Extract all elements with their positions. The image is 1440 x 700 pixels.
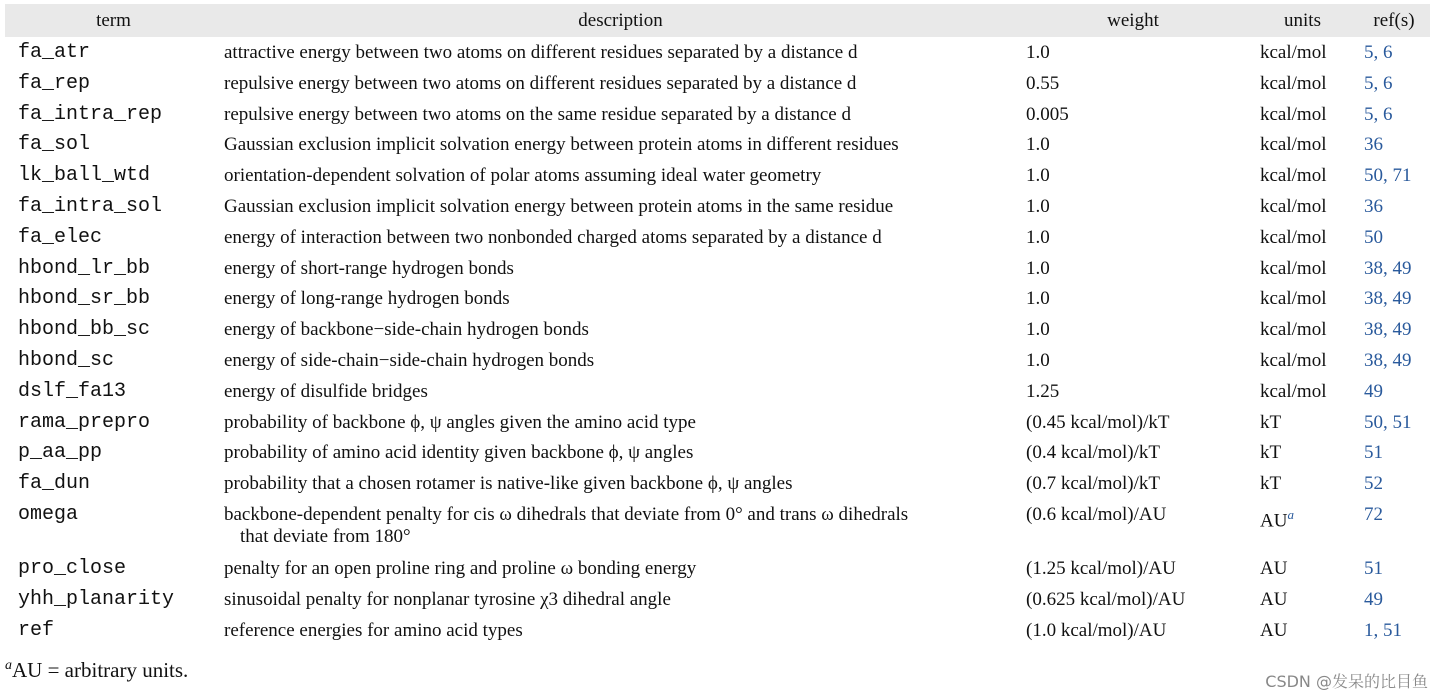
description-text: sinusoidal penalty for nonplanar tyrosine χ3 dihedral angle [224, 588, 671, 610]
footnote-text: AU = arbitrary units. [12, 658, 189, 682]
cell-weight: 1.25 [1026, 380, 1060, 402]
cell-weight: (1.25 kcal/mol)/AU [1026, 557, 1176, 579]
cell-refs-link[interactable]: 38, 49 [1364, 257, 1412, 279]
cell-description [222, 99, 1019, 130]
description-text-continued: that deviate from 180° [240, 525, 411, 547]
cell-description [222, 437, 1019, 468]
cell-weight: (0.625 kcal/mol)/AU [1026, 588, 1186, 610]
units-text: kcal/mol [1260, 257, 1327, 279]
cell-weight: 1.0 [1026, 319, 1050, 341]
cell-term: fa_rep [18, 71, 91, 95]
cell-refs-link[interactable]: 5, 6 [1364, 42, 1393, 63]
cell-description [222, 191, 1019, 222]
description-text: energy of short-range hydrogen bonds [224, 257, 514, 279]
units-text: kcal/mol [1260, 380, 1327, 402]
cell-weight: 1.0 [1026, 195, 1050, 217]
footnote-marker: a [5, 658, 12, 673]
description-text: energy of backbone−side-chain hydrogen bonds [224, 319, 589, 341]
table-row [5, 37, 1430, 68]
table-row [5, 222, 1430, 253]
units-text: kcal/mol [1260, 72, 1327, 94]
cell-description [222, 253, 1019, 284]
table-row [5, 407, 1430, 438]
table-header-row [5, 4, 1430, 37]
cell-description [222, 499, 1019, 553]
cell-description [222, 314, 1019, 345]
table-row [5, 191, 1430, 222]
table-row [5, 615, 1430, 646]
table-body [5, 37, 1430, 645]
units-text: kcal/mol [1260, 226, 1327, 248]
cell-term: fa_sol [18, 133, 91, 157]
units-footnote-marker[interactable]: a [1287, 506, 1294, 522]
cell-description [222, 283, 1019, 314]
cell-refs-link[interactable]: 36 [1364, 134, 1383, 156]
description-text: Gaussian exclusion implicit solvation energy between protein atoms in the same residue [224, 195, 894, 217]
cell-term: p_aa_pp [18, 441, 103, 465]
description-text: repulsive energy between two atoms on the same residue separated by a distance d [224, 103, 851, 125]
units-text: kcal/mol [1260, 103, 1327, 125]
cell-refs-link[interactable]: 50 [1364, 226, 1383, 248]
cell-description [222, 407, 1019, 438]
cell-description [222, 68, 1019, 99]
description-text: energy of interaction between two nonbonded charged atoms separated by a distance d [224, 226, 882, 248]
cell-refs-link[interactable]: 51 [1364, 442, 1383, 464]
cell-term: fa_elec [18, 225, 103, 249]
units-text: kT [1260, 411, 1282, 433]
cell-term: fa_intra_sol [18, 194, 163, 218]
cell-refs-link[interactable]: 49 [1364, 380, 1383, 402]
cell-description [222, 584, 1019, 615]
cell-weight: (0.4 kcal/mol)/kT [1026, 442, 1161, 464]
cell-units [1247, 160, 1358, 191]
cell-description [222, 222, 1019, 253]
cell-refs-link[interactable]: 36 [1364, 195, 1383, 217]
cell-term: ref [18, 618, 55, 642]
cell-description [222, 345, 1019, 376]
cell-units [1247, 376, 1358, 407]
cell-units [1247, 314, 1358, 345]
cell-description [222, 37, 1019, 68]
header-description: description [578, 9, 663, 31]
cell-units [1247, 437, 1358, 468]
units-text: kcal/mol [1260, 134, 1327, 156]
units-text: kcal/mol [1260, 349, 1327, 371]
units-text: kcal/mol [1260, 165, 1327, 187]
cell-term: hbond_bb_sc [18, 318, 151, 342]
description-text: orientation-dependent solvation of polar atoms assuming ideal water geometry [224, 165, 822, 187]
table-row [5, 345, 1430, 376]
cell-description [222, 553, 1019, 584]
cell-term: omega [18, 502, 79, 526]
cell-refs-link[interactable]: 38, 49 [1364, 319, 1412, 341]
header-term: term [96, 9, 131, 31]
units-text: kT [1260, 442, 1282, 464]
table-row [5, 584, 1430, 615]
cell-description [222, 376, 1019, 407]
table-row [5, 68, 1430, 99]
cell-units [1247, 584, 1358, 615]
cell-refs-link[interactable]: 5, 6 [1364, 103, 1393, 125]
cell-term: fa_intra_rep [18, 102, 163, 126]
energy-terms-table-container [5, 4, 1430, 645]
units-text: kcal/mol [1260, 195, 1327, 217]
description-text: energy of side-chain−side-chain hydrogen bonds [224, 349, 595, 371]
header-units: units [1284, 9, 1321, 31]
cell-weight: 1.0 [1026, 226, 1050, 248]
cell-units [1247, 345, 1358, 376]
cell-refs-link[interactable]: 38, 49 [1364, 349, 1412, 371]
units-text: AU [1260, 510, 1288, 532]
cell-term: hbond_sr_bb [18, 287, 151, 311]
description-text: attractive energy between two atoms on different residues separated by a distance d [224, 42, 858, 63]
cell-refs-link[interactable]: 5, 6 [1364, 72, 1393, 94]
table-row [5, 468, 1430, 499]
cell-units [1247, 283, 1358, 314]
description-text: backbone-dependent penalty for cis ω dihedrals that deviate from 0° and trans ω dihedrals [224, 503, 909, 525]
table-row [5, 160, 1430, 191]
cell-units [1247, 407, 1358, 438]
cell-weight: (0.45 kcal/mol)/kT [1026, 411, 1170, 433]
cell-units [1247, 68, 1358, 99]
units-text: kcal/mol [1260, 288, 1327, 310]
watermark: CSDN @发呆的比目鱼 [1265, 672, 1428, 691]
table-row [5, 499, 1430, 553]
cell-refs-link[interactable]: 51 [1364, 557, 1383, 579]
header-weight: weight [1107, 9, 1159, 31]
cell-units [1247, 222, 1358, 253]
cell-refs-link[interactable]: 50, 51 [1364, 411, 1412, 433]
units-text: AU [1260, 588, 1288, 610]
cell-weight: 1.0 [1026, 349, 1050, 371]
cell-units [1247, 191, 1358, 222]
cell-term: rama_prepro [18, 410, 151, 434]
cell-units [1247, 37, 1358, 68]
cell-description [222, 129, 1019, 160]
cell-description [222, 615, 1019, 646]
cell-refs-link[interactable]: 72 [1364, 503, 1383, 525]
cell-weight: 1.0 [1026, 288, 1050, 310]
cell-term: fa_atr [18, 41, 91, 64]
cell-refs-link[interactable]: 1, 51 [1364, 619, 1402, 641]
description-text: probability of amino acid identity given backbone ϕ, ψ angles [224, 442, 694, 464]
cell-weight: 1.0 [1026, 257, 1050, 279]
table-row [5, 129, 1430, 160]
cell-refs-link[interactable]: 52 [1364, 473, 1383, 495]
cell-term: fa_dun [18, 472, 91, 496]
cell-weight: 1.0 [1026, 165, 1050, 187]
cell-units [1247, 615, 1358, 646]
energy-terms-table [5, 4, 1430, 645]
cell-description [222, 468, 1019, 499]
table-row [5, 283, 1430, 314]
units-text: kcal/mol [1260, 42, 1327, 63]
cell-units [1247, 253, 1358, 284]
cell-term: lk_ball_wtd [18, 164, 151, 188]
cell-refs-link[interactable]: 38, 49 [1364, 288, 1412, 310]
cell-weight: 1.0 [1026, 42, 1050, 63]
description-text: energy of long-range hydrogen bonds [224, 288, 510, 310]
cell-weight: (0.7 kcal/mol)/kT [1026, 473, 1161, 495]
description-text: probability of backbone ϕ, ψ angles given the amino acid type [224, 411, 696, 433]
cell-weight: 0.55 [1026, 72, 1060, 94]
description-text: probability that a chosen rotamer is native-like given backbone ϕ, ψ angles [224, 473, 793, 495]
cell-units [1247, 553, 1358, 584]
units-text: kT [1260, 473, 1282, 495]
table-footnote [5, 658, 188, 683]
cell-description [222, 160, 1019, 191]
description-text: reference energies for amino acid types [224, 619, 523, 641]
cell-refs-link[interactable]: 49 [1364, 588, 1383, 610]
table-row [5, 253, 1430, 284]
table-row [5, 376, 1430, 407]
cell-units [1247, 468, 1358, 499]
header-refs: ref(s) [1373, 9, 1415, 31]
description-text: Gaussian exclusion implicit solvation energy between protein atoms in different residues [224, 134, 899, 156]
units-text: kcal/mol [1260, 319, 1327, 341]
table-row [5, 314, 1430, 345]
description-text: repulsive energy between two atoms on different residues separated by a distance d [224, 72, 857, 94]
cell-weight: 0.005 [1026, 103, 1069, 125]
cell-weight: (1.0 kcal/mol)/AU [1026, 619, 1167, 641]
cell-units [1247, 99, 1358, 130]
cell-term: dslf_fa13 [18, 379, 127, 403]
units-text: AU [1260, 557, 1288, 579]
cell-units [1247, 499, 1358, 553]
table-row [5, 437, 1430, 468]
table-row [5, 99, 1430, 130]
description-text: energy of disulfide bridges [224, 380, 428, 402]
cell-weight: (0.6 kcal/mol)/AU [1026, 503, 1167, 525]
cell-weight: 1.0 [1026, 134, 1050, 156]
cell-term: hbond_sc [18, 348, 115, 372]
cell-units [1247, 129, 1358, 160]
cell-term: hbond_lr_bb [18, 256, 151, 280]
cell-term: yhh_planarity [18, 587, 175, 611]
description-text: penalty for an open proline ring and proline ω bonding energy [224, 557, 697, 579]
cell-refs-link[interactable]: 50, 71 [1364, 165, 1412, 187]
cell-term: pro_close [18, 556, 127, 580]
table-row [5, 553, 1430, 584]
units-text: AU [1260, 619, 1288, 641]
